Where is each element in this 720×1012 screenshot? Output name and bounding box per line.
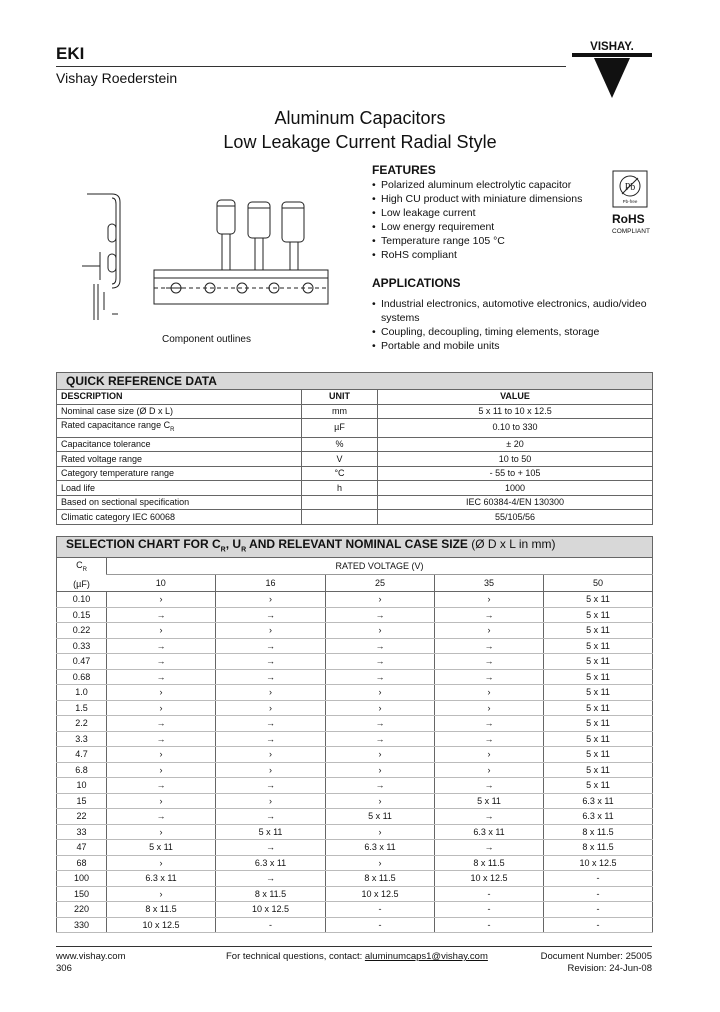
component-outline-drawing <box>82 188 332 328</box>
case-size-cell: 10 x 12.5 <box>107 917 216 933</box>
case-size-cell: 6.3 x 11 <box>544 809 653 825</box>
case-size-cell: › <box>326 700 435 716</box>
voltage-header-50: 50 <box>544 575 653 592</box>
value-cell: IEC 60384-4/EN 130300 <box>378 495 653 510</box>
case-size-cell: → <box>107 716 216 732</box>
case-size-cell: 10 x 12.5 <box>326 886 435 902</box>
case-size-cell: › <box>435 747 544 763</box>
table-row <box>57 731 653 747</box>
table-row <box>57 762 653 778</box>
page-number: 306 <box>56 963 72 974</box>
capacitance-cell: 22 <box>57 809 107 825</box>
applications-list <box>372 297 660 353</box>
table-row <box>57 638 653 654</box>
capacitance-cell: 10 <box>57 778 107 794</box>
case-size-cell: → <box>107 638 216 654</box>
case-size-cell: 6.3 x 11 <box>107 871 216 887</box>
capacitance-cell: 0.47 <box>57 654 107 670</box>
table-row <box>57 902 653 918</box>
table-row <box>57 886 653 902</box>
capacitance-cell: 0.33 <box>57 638 107 654</box>
capacitance-cell: 68 <box>57 855 107 871</box>
capacitance-cell: 220 <box>57 902 107 918</box>
case-size-cell: → <box>326 654 435 670</box>
pb-free-icon <box>612 170 648 208</box>
description-cell: Capacitance tolerance <box>57 437 302 452</box>
case-size-cell: → <box>216 731 326 747</box>
unit-header: UNIT <box>302 390 378 405</box>
table-row <box>57 669 653 685</box>
table-row <box>57 419 653 438</box>
applications-heading: APPLICATIONS <box>372 276 461 290</box>
case-size-cell: 8 x 11.5 <box>326 871 435 887</box>
list-item: • Temperature range 105 °C <box>372 234 662 248</box>
capacitance-cell: 0.68 <box>57 669 107 685</box>
case-size-cell: → <box>435 607 544 623</box>
value-cell: 55/105/56 <box>378 510 653 525</box>
table-row <box>57 437 653 452</box>
table-row <box>57 510 653 525</box>
table-row <box>57 654 653 670</box>
table-row <box>57 747 653 763</box>
quick-reference-title: QUICK REFERENCE DATA <box>57 373 653 390</box>
case-size-cell: 5 x 11 <box>544 654 653 670</box>
case-size-cell: 5 x 11 <box>435 793 544 809</box>
capacitance-cell: 100 <box>57 871 107 887</box>
list-item: • RoHS compliant <box>372 248 662 262</box>
case-size-cell: › <box>107 824 216 840</box>
case-size-cell: › <box>107 762 216 778</box>
case-size-cell: 10 x 12.5 <box>216 902 326 918</box>
case-size-cell: - <box>216 917 326 933</box>
capacitance-cell: 15 <box>57 793 107 809</box>
case-size-cell: → <box>326 607 435 623</box>
case-size-cell: 5 x 11 <box>544 700 653 716</box>
description-cell: Load life <box>57 481 302 496</box>
case-size-cell: - <box>544 902 653 918</box>
case-size-cell: → <box>107 809 216 825</box>
case-size-cell: → <box>216 669 326 685</box>
table-row <box>57 623 653 639</box>
capacitance-cell: 150 <box>57 886 107 902</box>
case-size-cell: › <box>107 886 216 902</box>
case-size-cell: - <box>435 902 544 918</box>
voltage-header-25: 25 <box>326 575 435 592</box>
case-size-cell: → <box>107 731 216 747</box>
table-row <box>57 607 653 623</box>
figure-caption: Component outlines <box>162 334 251 345</box>
footer-rule <box>56 946 652 947</box>
capacitance-cell: 0.10 <box>57 592 107 608</box>
case-size-cell: › <box>107 700 216 716</box>
case-size-cell: → <box>326 731 435 747</box>
case-size-cell: → <box>326 669 435 685</box>
capacitance-cell: 33 <box>57 824 107 840</box>
quick-reference-table <box>56 372 653 525</box>
case-size-cell: - <box>544 886 653 902</box>
case-size-cell: 6.3 x 11 <box>544 793 653 809</box>
case-size-cell: 5 x 11 <box>216 824 326 840</box>
case-size-cell: › <box>107 855 216 871</box>
case-size-cell: → <box>216 809 326 825</box>
case-size-cell: → <box>216 607 326 623</box>
description-cell: Based on sectional specification <box>57 495 302 510</box>
capacitance-cell: 0.22 <box>57 623 107 639</box>
case-size-cell: → <box>107 669 216 685</box>
case-size-cell: › <box>326 685 435 701</box>
case-size-cell: → <box>216 638 326 654</box>
voltage-header-16: 16 <box>216 575 326 592</box>
list-item: • Industrial electronics, automotive electronics, audio/video systems <box>372 297 660 325</box>
case-size-cell: 8 x 11.5 <box>107 902 216 918</box>
case-size-cell: → <box>107 778 216 794</box>
table-row <box>57 685 653 701</box>
document-number: Document Number: 25005 <box>540 951 652 962</box>
case-size-cell: 8 x 11.5 <box>216 886 326 902</box>
list-item: • Low leakage current <box>372 206 662 220</box>
list-item: • High CU product with miniature dimensions <box>372 192 662 206</box>
unit-cell <box>302 495 378 510</box>
description-cell: Climatic category IEC 60068 <box>57 510 302 525</box>
case-size-cell: 6.3 x 11 <box>326 840 435 856</box>
description-cell: Rated voltage range <box>57 452 302 467</box>
case-size-cell: 5 x 11 <box>544 747 653 763</box>
case-size-cell: › <box>326 824 435 840</box>
table-row <box>57 917 653 933</box>
value-cell: ± 20 <box>378 437 653 452</box>
case-size-cell: → <box>435 669 544 685</box>
case-size-cell: → <box>435 731 544 747</box>
capacitance-cell: 1.0 <box>57 685 107 701</box>
case-size-cell: → <box>435 654 544 670</box>
case-size-cell: 6.3 x 11 <box>216 855 326 871</box>
case-size-cell: › <box>435 623 544 639</box>
table-row <box>57 481 653 496</box>
table-row <box>57 871 653 887</box>
case-size-cell: → <box>216 654 326 670</box>
case-size-cell: › <box>107 685 216 701</box>
unit-cell: µF <box>302 419 378 438</box>
capacitance-cell: 3.3 <box>57 731 107 747</box>
case-size-cell: → <box>107 607 216 623</box>
description-cell: Rated capacitance range $C_R$ <box>57 419 302 438</box>
case-size-cell: → <box>435 809 544 825</box>
value-cell: 0.10 to 330 <box>378 419 653 438</box>
table-row <box>57 716 653 732</box>
case-size-cell: → <box>107 654 216 670</box>
unit-cell: V <box>302 452 378 467</box>
case-size-cell: 5 x 11 <box>544 762 653 778</box>
features-heading: FEATURES <box>372 163 436 177</box>
table-row <box>57 404 653 419</box>
list-item: • Polarized aluminum electrolytic capacitor <box>372 178 662 192</box>
table-row <box>57 700 653 716</box>
selection-chart-title: SELECTION CHART FOR $C_R$, $U_R$ AND RELEVANT NOMINAL CASE SIZE (Ø D x L in mm) <box>57 537 653 558</box>
capacitance-cell: 1.5 <box>57 700 107 716</box>
case-size-cell: → <box>435 840 544 856</box>
case-size-cell: 5 x 11 <box>544 731 653 747</box>
vishay-logo <box>566 36 658 100</box>
case-size-cell: › <box>326 762 435 778</box>
page-title-line2: Low Leakage Current Radial Style <box>223 132 497 152</box>
table-row <box>57 840 653 856</box>
contact-email-link[interactable]: aluminumcaps1@vishay.com <box>364 951 488 962</box>
website-link[interactable]: www.vishay.com <box>56 951 126 962</box>
case-size-cell: 5 x 11 <box>544 638 653 654</box>
case-size-cell: → <box>216 778 326 794</box>
case-size-cell: 5 x 11 <box>107 840 216 856</box>
case-size-cell: › <box>107 747 216 763</box>
case-size-cell: 8 x 11.5 <box>544 840 653 856</box>
unit-cell <box>302 510 378 525</box>
table-row <box>57 824 653 840</box>
product-code: EKI <box>56 44 85 63</box>
capacitance-cell: 6.8 <box>57 762 107 778</box>
rohs-label: RoHS <box>612 212 645 226</box>
case-size-cell: - <box>326 917 435 933</box>
capacitance-cell: 330 <box>57 917 107 933</box>
case-size-cell: 5 x 11 <box>544 623 653 639</box>
case-size-cell: › <box>326 623 435 639</box>
case-size-cell: → <box>435 716 544 732</box>
case-size-cell: › <box>326 592 435 608</box>
unit-cell: °C <box>302 466 378 481</box>
case-size-cell: → <box>216 840 326 856</box>
table-row <box>57 452 653 467</box>
capacitance-cell: 0.15 <box>57 607 107 623</box>
case-size-cell: → <box>326 638 435 654</box>
list-item: • Low energy requirement <box>372 220 662 234</box>
case-size-cell: › <box>216 623 326 639</box>
pb-free-label: Pb-free <box>622 199 638 204</box>
case-size-cell: → <box>435 778 544 794</box>
case-size-cell: 8 x 11.5 <box>435 855 544 871</box>
case-size-cell: › <box>326 793 435 809</box>
table-row <box>57 793 653 809</box>
case-size-cell: › <box>435 762 544 778</box>
rohs-compliant-label: COMPLIANT <box>612 228 650 235</box>
case-size-cell: 8 x 11.5 <box>544 824 653 840</box>
case-size-cell: 5 x 11 <box>544 607 653 623</box>
page-title-line1: Aluminum Capacitors <box>274 108 446 128</box>
case-size-cell: › <box>216 793 326 809</box>
case-size-cell: › <box>216 747 326 763</box>
description-cell: Category temperature range <box>57 466 302 481</box>
case-size-cell: → <box>326 778 435 794</box>
case-size-cell: › <box>216 700 326 716</box>
case-size-cell: › <box>435 592 544 608</box>
case-size-cell: - <box>544 871 653 887</box>
case-size-cell: › <box>107 793 216 809</box>
case-size-cell: 10 x 12.5 <box>435 871 544 887</box>
case-size-cell: 10 x 12.5 <box>544 855 653 871</box>
capacitance-cell: 2.2 <box>57 716 107 732</box>
case-size-cell: › <box>216 592 326 608</box>
value-cell: - 55 to + 105 <box>378 466 653 481</box>
case-size-cell: › <box>216 685 326 701</box>
list-item: • Portable and mobile units <box>372 339 660 353</box>
case-size-cell: → <box>326 716 435 732</box>
value-cell: 5 x 11 to 10 x 12.5 <box>378 404 653 419</box>
description-cell: Nominal case size (Ø D x L) <box>57 404 302 419</box>
capacitance-cell: 4.7 <box>57 747 107 763</box>
case-size-cell: - <box>326 902 435 918</box>
unit-cell: % <box>302 437 378 452</box>
value-cell: 10 to 50 <box>378 452 653 467</box>
value-header: VALUE <box>378 390 653 405</box>
rated-voltage-header: RATED VOLTAGE (V) <box>107 558 653 575</box>
case-size-cell: 5 x 11 <box>326 809 435 825</box>
description-header: DESCRIPTION <box>57 390 302 405</box>
selection-chart-table <box>56 536 653 933</box>
case-size-cell: › <box>435 685 544 701</box>
case-size-cell: → <box>216 716 326 732</box>
header-rule <box>56 66 566 67</box>
case-size-cell: - <box>435 886 544 902</box>
case-size-cell: 6.3 x 11 <box>435 824 544 840</box>
unit-cell: mm <box>302 404 378 419</box>
case-size-cell: 5 x 11 <box>544 669 653 685</box>
case-size-cell: › <box>435 700 544 716</box>
value-cell: 1000 <box>378 481 653 496</box>
case-size-cell: → <box>216 871 326 887</box>
case-size-cell: › <box>216 762 326 778</box>
unit-cell: h <box>302 481 378 496</box>
table-row <box>57 809 653 825</box>
technical-contact: For technical questions, contact: aluminumcaps1@vishay.com <box>226 951 488 962</box>
case-size-cell: › <box>326 747 435 763</box>
table-row <box>57 855 653 871</box>
case-size-cell: 5 x 11 <box>544 716 653 732</box>
capacitance-cell: 47 <box>57 840 107 856</box>
case-size-cell: - <box>544 917 653 933</box>
case-size-cell: › <box>107 592 216 608</box>
cr-header: $C_R$ (µF) <box>57 558 107 592</box>
case-size-cell: › <box>326 855 435 871</box>
vishay-logo-text: VISHAY. <box>590 41 634 53</box>
voltage-header-35: 35 <box>435 575 544 592</box>
table-row <box>57 592 653 608</box>
case-size-cell: → <box>435 638 544 654</box>
pb-label: Pb <box>624 182 636 193</box>
manufacturer-name: Vishay Roederstein <box>56 70 178 86</box>
table-row <box>57 495 653 510</box>
case-size-cell: 5 x 11 <box>544 592 653 608</box>
voltage-header-10: 10 <box>107 575 216 592</box>
case-size-cell: › <box>107 623 216 639</box>
case-size-cell: 5 x 11 <box>544 685 653 701</box>
table-row <box>57 466 653 481</box>
case-size-cell: 5 x 11 <box>544 778 653 794</box>
revision-date: Revision: 24-Jun-08 <box>567 963 652 974</box>
list-item: • Coupling, decoupling, timing elements, storage <box>372 325 660 339</box>
table-row <box>57 778 653 794</box>
case-size-cell: - <box>435 917 544 933</box>
